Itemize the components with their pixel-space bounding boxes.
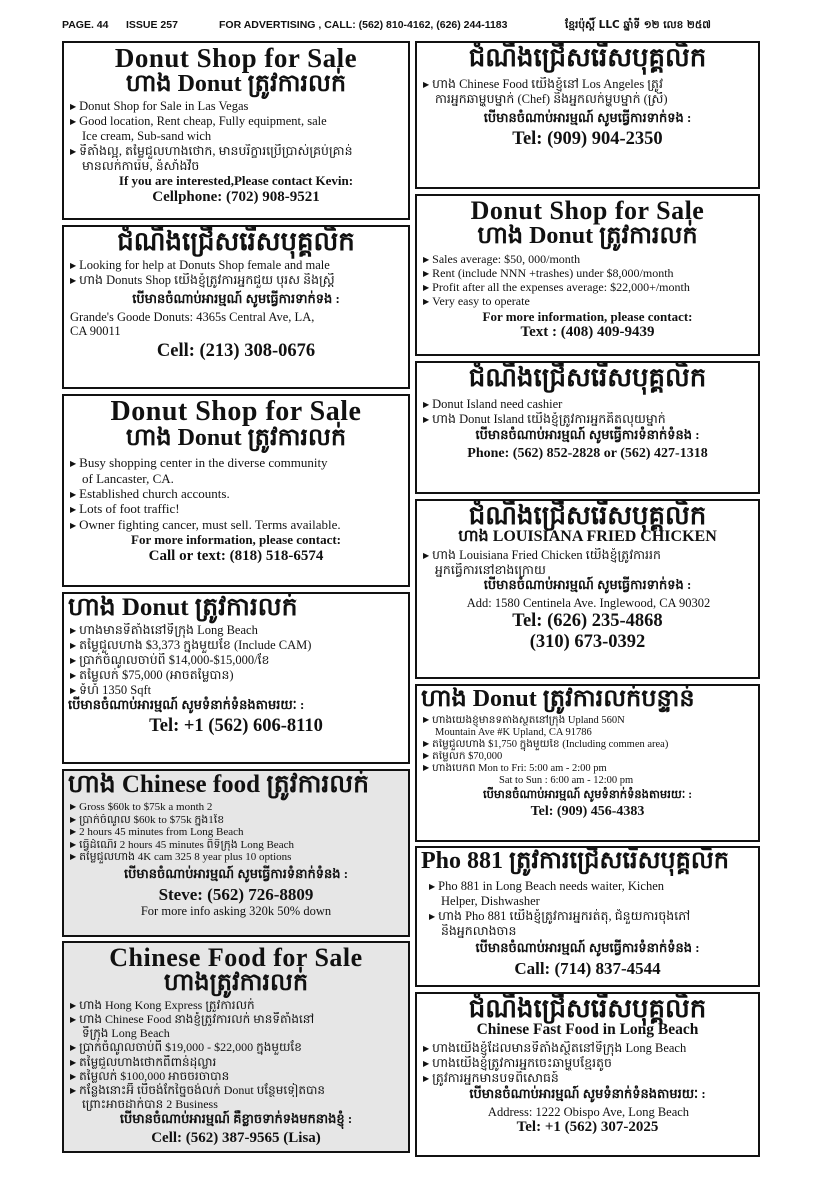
bullet-item: ▶ ហាង Hong Kong Express ត្រូវការលក់: [70, 998, 404, 1012]
phone-number: Steve: (562) 726-8809: [158, 884, 314, 904]
ad-hiring-chinese-food-la: [415, 41, 760, 189]
contact-label-km: បើមានចំណាប់អារម្មណ៍ សូមទំនាក់ទំនងតាមរយៈ :: [469, 1085, 706, 1101]
bullet-item: ▶ Busy shopping center in the diverse community: [70, 455, 404, 470]
ad-title-km: ជំណឹងជ្រើសរើសបុគ្គលិក: [117, 227, 355, 256]
page-number: PAGE. 44: [62, 19, 109, 31]
ad-title: Donut Shop for Sale: [470, 196, 705, 225]
ad-title: Donut Shop for Sale: [110, 396, 362, 427]
bullet-item: ▶ Gross $60k to $75k a month 2: [70, 801, 404, 814]
bullet-item: ▶ Donut Shop for Sale in Las Vegas: [70, 99, 404, 114]
bullet-item: ▶ Owner fighting cancer, must sell. Terms available.: [70, 517, 404, 532]
bullet-continuation: អ្នកធ្វើការនៅខាងក្រោយ: [435, 562, 546, 577]
bullet-item: ▶ ហាងមានទីតាំងនៅទីក្រុង Long Beach: [70, 623, 404, 638]
phone-number: Text : (408) 409-9439: [520, 324, 655, 341]
bullet-item: ▶ Good location, Rent cheap, Fully equipment, sale: [70, 114, 404, 129]
ad-louisiana-fried-chicken: [415, 499, 760, 679]
ad-pho-881: [415, 846, 760, 987]
address-line: CA 90011: [70, 324, 121, 339]
bullet-item: ▶ Established church accounts.: [70, 486, 404, 501]
ad-hiring-donut-island: [415, 361, 760, 494]
bullet-item: ▶ តម្លៃជួលហាង $3,373 ក្នុងមួយខែ (Include CAM): [70, 638, 404, 653]
bullet-item: ▶ កន្លែងនោះអ៊ី បើចង់កែច្នៃចង់លក់ Donut បន្ថែមទៀតបាន: [70, 1083, 404, 1097]
ad-title-km: ហាងត្រូវការលក់: [163, 970, 309, 997]
masthead: ខ្មែរប៉ុស្តិ៍ LLC ឆ្នាំទី ១២ លេខ ២៥៧: [565, 19, 711, 31]
ad-donut-lancaster: [62, 394, 410, 587]
issue-number: ISSUE 257: [126, 19, 178, 31]
ad-title: Chinese Food for Sale: [109, 943, 363, 972]
bullet-item: ▶ Very easy to operate: [423, 294, 754, 308]
contact-label-km: បើមានចំណាប់អារម្មណ៍ សូមធ្វើការទាក់ទង :: [132, 290, 340, 306]
ad-title: ហាង Donut ត្រូវការលក់: [68, 594, 298, 621]
bullet-item: ▶ ប្រាក់ចំណូលចាប់ពី $14,000-$15,000/ខែ: [70, 653, 404, 668]
contact-label-km: បើមានចំណាប់អារម្មណ៍ សូមទំនាក់ទំនងតាមរយៈ :: [482, 788, 693, 801]
bullet-continuation: ការអ្នកឆាម្ហូបម្នាក់ (Chef) និងអ្នកលក់ម្ហូបម្នាក់ (ស្រី): [435, 91, 668, 106]
ad-title: ហាង Donut ត្រូវការលក់បន្ទាន់: [421, 686, 695, 712]
ad-hong-kong-express: [62, 941, 410, 1153]
phone-number: Call: (714) 837-4544: [514, 959, 661, 979]
ad-donut-las-vegas: [62, 41, 410, 220]
contact-label-km: បើមានចំណាប់អារម្មណ៍ សូមធ្វើការទាក់ទង :: [483, 577, 692, 593]
bullet-item: ▶ ហាងយើងខ្ញុំដែលមានទីតាំងស្ថិតនៅទីក្រុង Long Beach: [423, 1041, 754, 1056]
bullet-item: ▶ Profit after all the expenses average: $22,000+/month: [423, 280, 754, 294]
bullet-continuation: Ice cream, Sub-sand wich: [82, 128, 212, 143]
bullet-item: ▶ Sales average: $50, 000/month: [423, 252, 754, 266]
phone-number: Tel: +1 (562) 307-2025: [516, 1119, 659, 1136]
ad-chinese-food-sale: [62, 769, 410, 937]
bullet-item: ▶ Donut Island need cashier: [423, 397, 754, 412]
page-header: [62, 16, 762, 36]
phone-number: Cell: (562) 387-9565 (Lisa): [151, 1130, 321, 1147]
bullet-item: ▶ ត្រូវការអ្នកមានបទពិសោធន៍: [423, 1071, 754, 1086]
bullet-item: ▶ Lots of foot traffic!: [70, 501, 404, 516]
bullet-item: ▶ Rent (include NNN +trashes) under $8,000/month: [423, 266, 754, 280]
bullet-item: ▶ ហាង Chinese Food នាងខ្ញុំត្រូវការលក់ មានទីតាំងនៅ: [70, 1012, 404, 1026]
bullet-item: ▶ ប្រាក់ចំណូលចាប់ពី $19,000 - $22,000 ក្នុងមួយខែ: [70, 1040, 404, 1054]
bullet-continuation: Helper, Dishwasher: [441, 893, 540, 908]
ad-donut-long-beach: [62, 592, 410, 764]
phone-number: Tel: (626) 235-4868: [512, 610, 663, 631]
contact-note: For more information, please contact:: [482, 308, 693, 324]
bullet-item: ▶ ធ្វើដំណើរ 2 hours 45 minutes ពីទីក្រុង Long Beach: [70, 839, 404, 852]
advertising-contact: FOR ADVERTISING , CALL: (562) 810-4162, (626) 244-1183: [219, 19, 508, 31]
phone-number: Call or text: (818) 518-6574: [148, 548, 324, 564]
bullet-item: ▶ ហាងបើកពី Mon to Fri: 5:00 am - 2:00 pm: [423, 763, 754, 775]
bullet-item: ▶ ទំហំ 1350 Sqft: [70, 683, 404, 698]
ad-subtitle: Chinese Fast Food in Long Beach: [476, 1021, 699, 1039]
contact-label-km: បើមានចំណាប់អារម្មណ៍ សូមធ្វើការទំនាក់ទំនង :: [475, 940, 700, 956]
address-line: Grande's Goode Donuts: 4365s Central Ave, LA,: [70, 309, 315, 324]
contact-note: For more information, please contact:: [131, 532, 341, 548]
bullet-item: ▶ ទីតាំងល្អ, តម្លៃជួលហាងថោក, មានបរិក្ខារប្រើប្រាស់គ្រប់គ្រាន់: [70, 144, 404, 159]
phone-number: Tel: (909) 456-4383: [530, 803, 645, 819]
ad-title-km: ហាង Donut ត្រូវការលក់: [477, 223, 698, 250]
phone-number: Tel: (909) 904-2350: [512, 128, 663, 149]
bullet-continuation: ទីក្រុង Long Beach: [82, 1026, 170, 1041]
contact-label-km: បើមានចំណាប់អារម្មណ៍ សូមធ្វើការទំនាក់ទំនង :: [475, 426, 700, 442]
ad-title-km: ហាង Donut ត្រូវការលក់: [125, 71, 347, 98]
bullet-item: ▶ ហាង Louisiana Fried Chicken យើងខ្ញុំត្រូវការរក: [423, 548, 754, 563]
price-note: For more info asking 320k 50% down: [140, 904, 332, 919]
bullet-continuation: Mountain Ave #K Upland, CA 91786: [435, 726, 592, 738]
ad-hiring-grandes-donuts: [62, 225, 410, 389]
bullet-continuation: Sat to Sun : 6:00 am - 12:00 pm: [499, 774, 634, 786]
address-line: Address: 1222 Obispo Ave, Long Beach: [487, 1104, 690, 1119]
bullet-item: ▶ តម្លៃលក់ $75,000 (អាចតម្លៃបាន): [70, 668, 404, 683]
phone-number: Cellphone: (702) 908-9521: [152, 189, 320, 205]
bullet-item: ▶ ហាង Donuts Shop យើងខ្ញុំត្រូវការអ្នកជួយ បុរស និងស្ត្រី: [70, 273, 404, 288]
phone-number: (310) 673-0392: [529, 632, 646, 653]
bullet-item: ▶ ហាង Chinese Food យើងខ្ញុំនៅ Los Angeles ត្រូវ: [423, 77, 754, 92]
ad-title-km: ហាង Donut ត្រូវការលក់: [125, 425, 347, 452]
contact-label-km: បើមានចំណាប់អារម្មណ៍ សូមធ្វើការទាក់ទង :: [483, 109, 692, 125]
bullet-item: ▶ ហាងយើងខ្ញុំមានទីតាំងស្ថិតនៅក្រុង Upland 560N: [423, 715, 754, 727]
ad-chinese-fast-food-long-beach: [415, 992, 760, 1157]
ad-donut-sale-text: [415, 194, 760, 356]
bullet-continuation: មានលក់ការ៉េម, នំសាំងវិច: [82, 158, 200, 173]
contact-label-km: បើមានចំណាប់អារម្មណ៍ សូមទំនាក់ទំនងតាមរយៈ :: [68, 697, 305, 713]
contact-label-km: បើមានចំណាប់អារម្មណ៍ គឺខ្លាចទាក់ទងមកនាងខ្ញុំ :: [119, 1111, 353, 1127]
ad-title: Donut Shop for Sale: [114, 43, 358, 73]
bullet-item: ▶ ហាង Pho 881 យើងខ្ញុំត្រូវការអ្នករត់តុ, ជំនួយការចុងភៅ: [429, 909, 754, 924]
ad-title-km: ជំណឹងជ្រើសរើសបុគ្គលិក: [468, 43, 707, 72]
bullet-continuation: of Lancaster, CA.: [82, 470, 174, 486]
phone-number: Tel: +1 (562) 606-8110: [149, 716, 323, 737]
bullet-item: ▶ តម្លៃជួលហាង 4K cam 325 8 year plus 10 options: [70, 851, 404, 864]
bullet-item: ▶ Looking for help at Donuts Shop female and male: [70, 258, 404, 273]
bullet-item: ▶ ប្រាក់ចំណូល $60k to $75k ក្នុង1ខែ: [70, 814, 404, 827]
ad-title-km: ជំណឹងជ្រើសរើសបុគ្គលិក: [468, 363, 707, 392]
bullet-item: ▶ តម្លៃលក់ $70,000: [423, 751, 754, 763]
bullet-item: ▶ តម្លៃលក់ $100,000 អាចចរចាបាន: [70, 1069, 404, 1083]
ad-donut-upland: [415, 684, 760, 842]
ad-subtitle: ហាង LOUISIANA FRIED CHICKEN: [458, 528, 717, 546]
ad-title: Pho 881 ត្រូវការជ្រើសរើសបុគ្គលិក: [421, 848, 729, 874]
bullet-item: ▶ តម្លៃជួលហាង $1,750 ក្នុងមួយខែ (Including commen area): [423, 739, 754, 751]
bullet-item: ▶ 2 hours 45 minutes from Long Beach: [70, 826, 404, 839]
bullet-item: ▶ Pho 881 in Long Beach needs waiter, Kichen: [429, 879, 754, 894]
ad-title-km: ជំណឹងជ្រើសរើសបុគ្គលិក: [468, 994, 707, 1023]
bullet-continuation: និងអ្នកលាងចាន: [441, 923, 517, 938]
bullet-item: ▶ ហាងយើងខ្ញុំត្រូវការអ្នកចេះឆាម្ហូបខ្មែរតូច: [423, 1056, 754, 1071]
ad-title-km: ជំណឹងជ្រើសរើសបុគ្គលិក: [468, 501, 707, 530]
bullet-item: ▶ តម្លៃជួលហាងថោកពីពាន់ដុល្លារ: [70, 1055, 404, 1069]
ad-title: ហាង Chinese food ត្រូវការលក់: [68, 771, 369, 798]
contact-note: If you are interested,Please contact Kevin:: [118, 173, 354, 189]
phone-number: Phone: (562) 852-2828 or (562) 427-1318: [467, 445, 708, 461]
contact-label-km: បើមានចំណាប់អារម្មណ៍ សូមធ្វើការទំនាក់ទំនង :: [123, 865, 349, 881]
bullet-item: ▶ ហាង Donut Island យើងខ្ញុំត្រូវការអ្នកគិតលុយម្នាក់: [423, 412, 754, 427]
address-line: Add: 1580 Centinela Ave. Inglewood, CA 90302: [466, 596, 711, 611]
phone-number: Cell: (213) 308-0676: [156, 340, 316, 361]
bullet-continuation: ព្រោះអាចដាក់បាន 2 Business: [82, 1097, 218, 1112]
